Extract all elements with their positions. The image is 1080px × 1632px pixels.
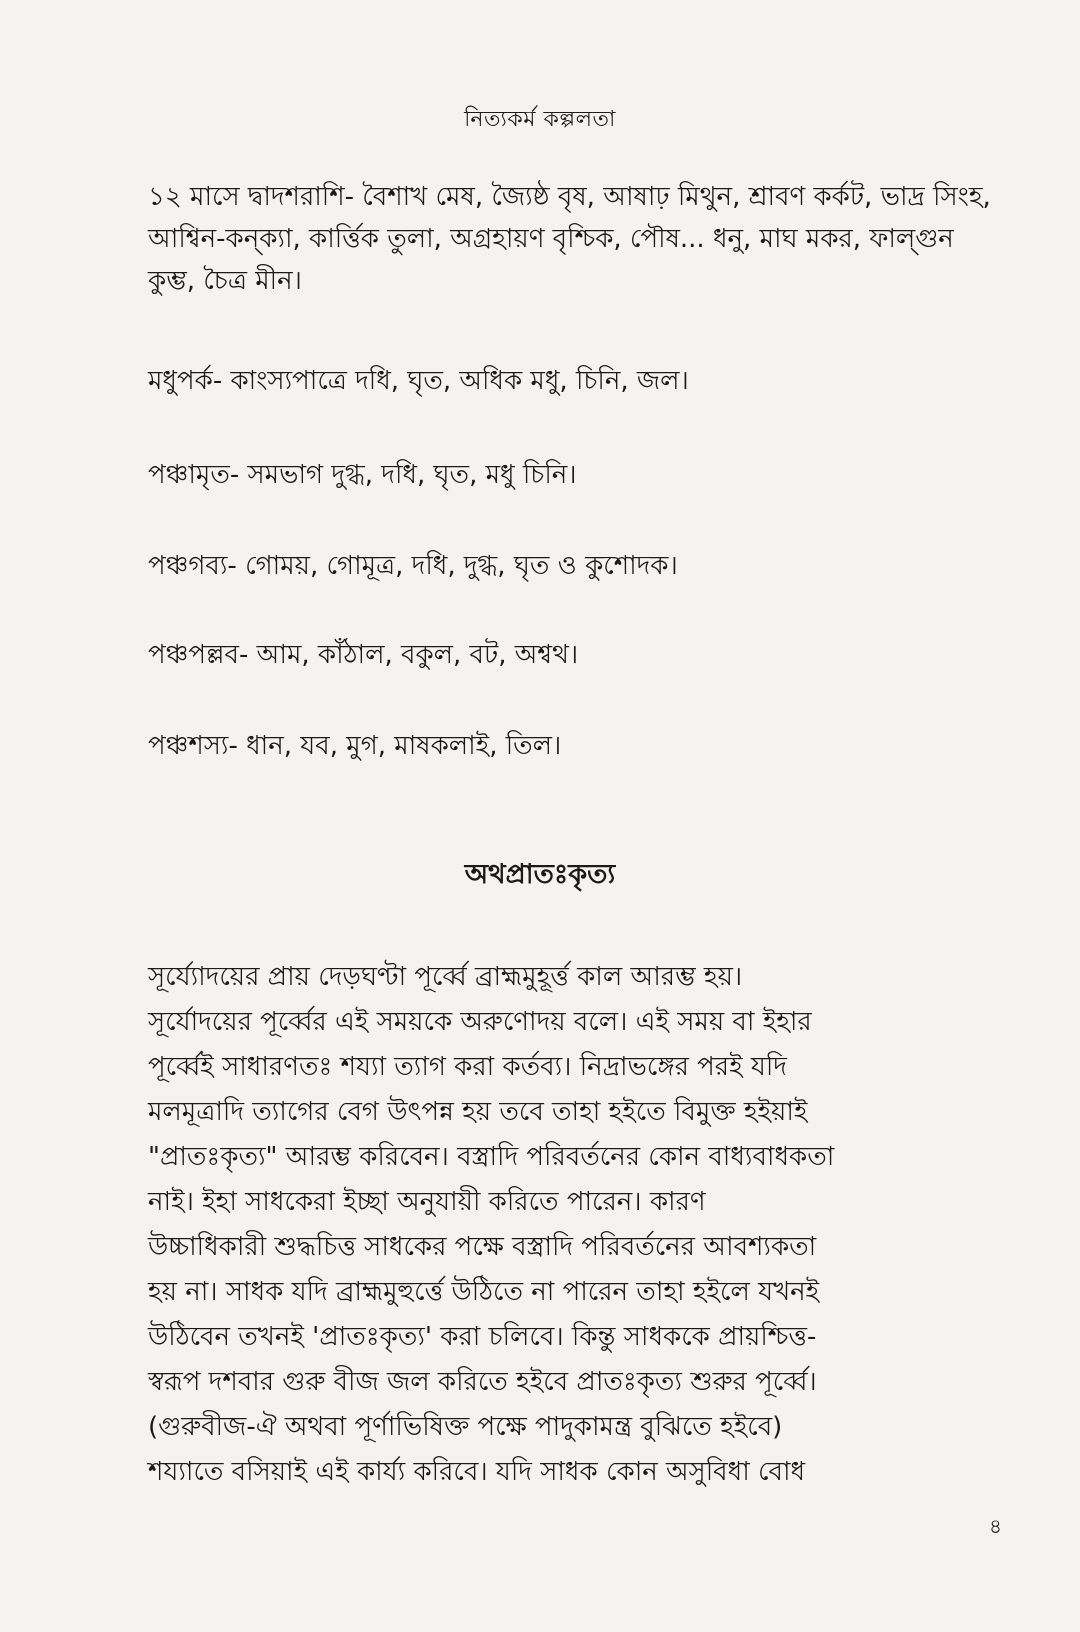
body-line: সূর্য্যোদয়ের প্রায় দেড়ঘণ্টা পূর্ব্বে ব্রাহ্মমুহূর্ত্ত কাল আরম্ভ হয়। [148, 962, 743, 992]
entry-text: মধুপর্ক- কাংস্যপাত্রে দধি, ঘৃত, অধিক মধু, চিনি, জল। [148, 366, 689, 396]
page-number: ৪ [989, 1514, 1002, 1538]
section-body [148, 955, 983, 1495]
entry-text: পঞ্চপল্লব- আম, কাঁঠাল, বকুল, বট, অশ্বথ। [148, 640, 579, 670]
entry-text: ১২ মাসে দ্বাদশরাশি- বৈশাখ মেষ, জ্যৈষ্ঠ বৃষ, আষাঢ় মিথুন, শ্রাবণ কর্কট, ভাদ্র সিংহ, আশ্বিন-কন্ক্যা, কার্ত্তিক তুলা, অগ্রহায়ণ বৃশ্চিক, পৌষ... ধনু, মাঘ মকর, ফাল্গুন কুম্ভ, চৈত্র মীন। [148, 182, 991, 296]
running-header: নিত্যকর্ম কল্পলতা [464, 107, 616, 132]
entry-madhuparka [148, 360, 993, 402]
body-line: হয় না। সাধক যদি ব্রাহ্মমুহুর্ত্তে উঠিতে না পারেন তাহা হইলে যখনই [148, 1277, 820, 1307]
entry-panchapallava [148, 634, 993, 676]
body-line: "প্রাতঃকৃত্য" আরম্ভ করিবেন। বস্ত্রাদি পরিবর্তনের কোন বাধ্যবাধকতা [148, 1142, 835, 1172]
body-line: শয্যাতে বসিয়াই এই কার্য্য করিবে। যদি সাধক কোন অসুবিধা বোধ [148, 1457, 806, 1487]
body-line: স্বরূপ দশবার গুরু বীজ জল করিতে হইবে প্রাতঃকৃত্য শুরুর পূর্ব্বে। [148, 1367, 817, 1397]
entry-text: পঞ্চামৃত- সমভাগ দুগ্ধ, দধি, ঘৃত, মধু চিনি। [148, 460, 577, 490]
entry-panchashasya [148, 725, 993, 767]
body-line: মলমূত্রাদি ত্যাগের বেগ উৎপন্ন হয় তবে তাহা হইতে বিমুক্ত হইয়াই [148, 1097, 808, 1127]
body-line: পূর্ব্বেই সাধারণতঃ শয্যা ত্যাগ করা কর্তব্য। নিদ্রাভঙ্গের পরই যদি [148, 1052, 787, 1082]
body-line: উচ্চাধিকারী শুদ্ধচিত্ত সাধকের পক্ষে বস্ত্রাদি পরিবর্তনের আবশ্যকতা [148, 1232, 817, 1262]
section-heading: অথপ্রাতঃকৃত্য [464, 859, 616, 890]
body-line: (গুরুবীজ-ঐ অথবা পূর্ণাভিষিক্ত পক্ষে পাদুকামন্ত্র বুঝিতে হইবে) [148, 1412, 783, 1442]
entry-zodiac-months [148, 176, 993, 302]
entry-text: পঞ্চগব্য- গোময়, গোমূত্র, দধি, দুগ্ধ, ঘৃত ও কুশোদক। [148, 551, 678, 581]
entry-panchamrita [148, 454, 993, 496]
entry-panchagavya [148, 545, 993, 587]
body-line: উঠিবেন তখনই 'প্রাতঃকৃত্য' করা চলিবে। কিন্তু সাধককে প্রায়শ্চিত্ত- [148, 1322, 817, 1352]
body-line: সূর্যোদয়ের পূর্ব্বের এই সময়কে অরুণোদয় বলে। এই সময় বা ইহার [148, 1007, 812, 1037]
body-line: নাই। ইহা সাধকেরা ইচ্ছা অনুযায়ী করিতে পারেন। কারণ [148, 1187, 706, 1217]
entry-text: পঞ্চশস্য- ধান, যব, মুগ, মাষকলাই, তিল। [148, 731, 562, 761]
